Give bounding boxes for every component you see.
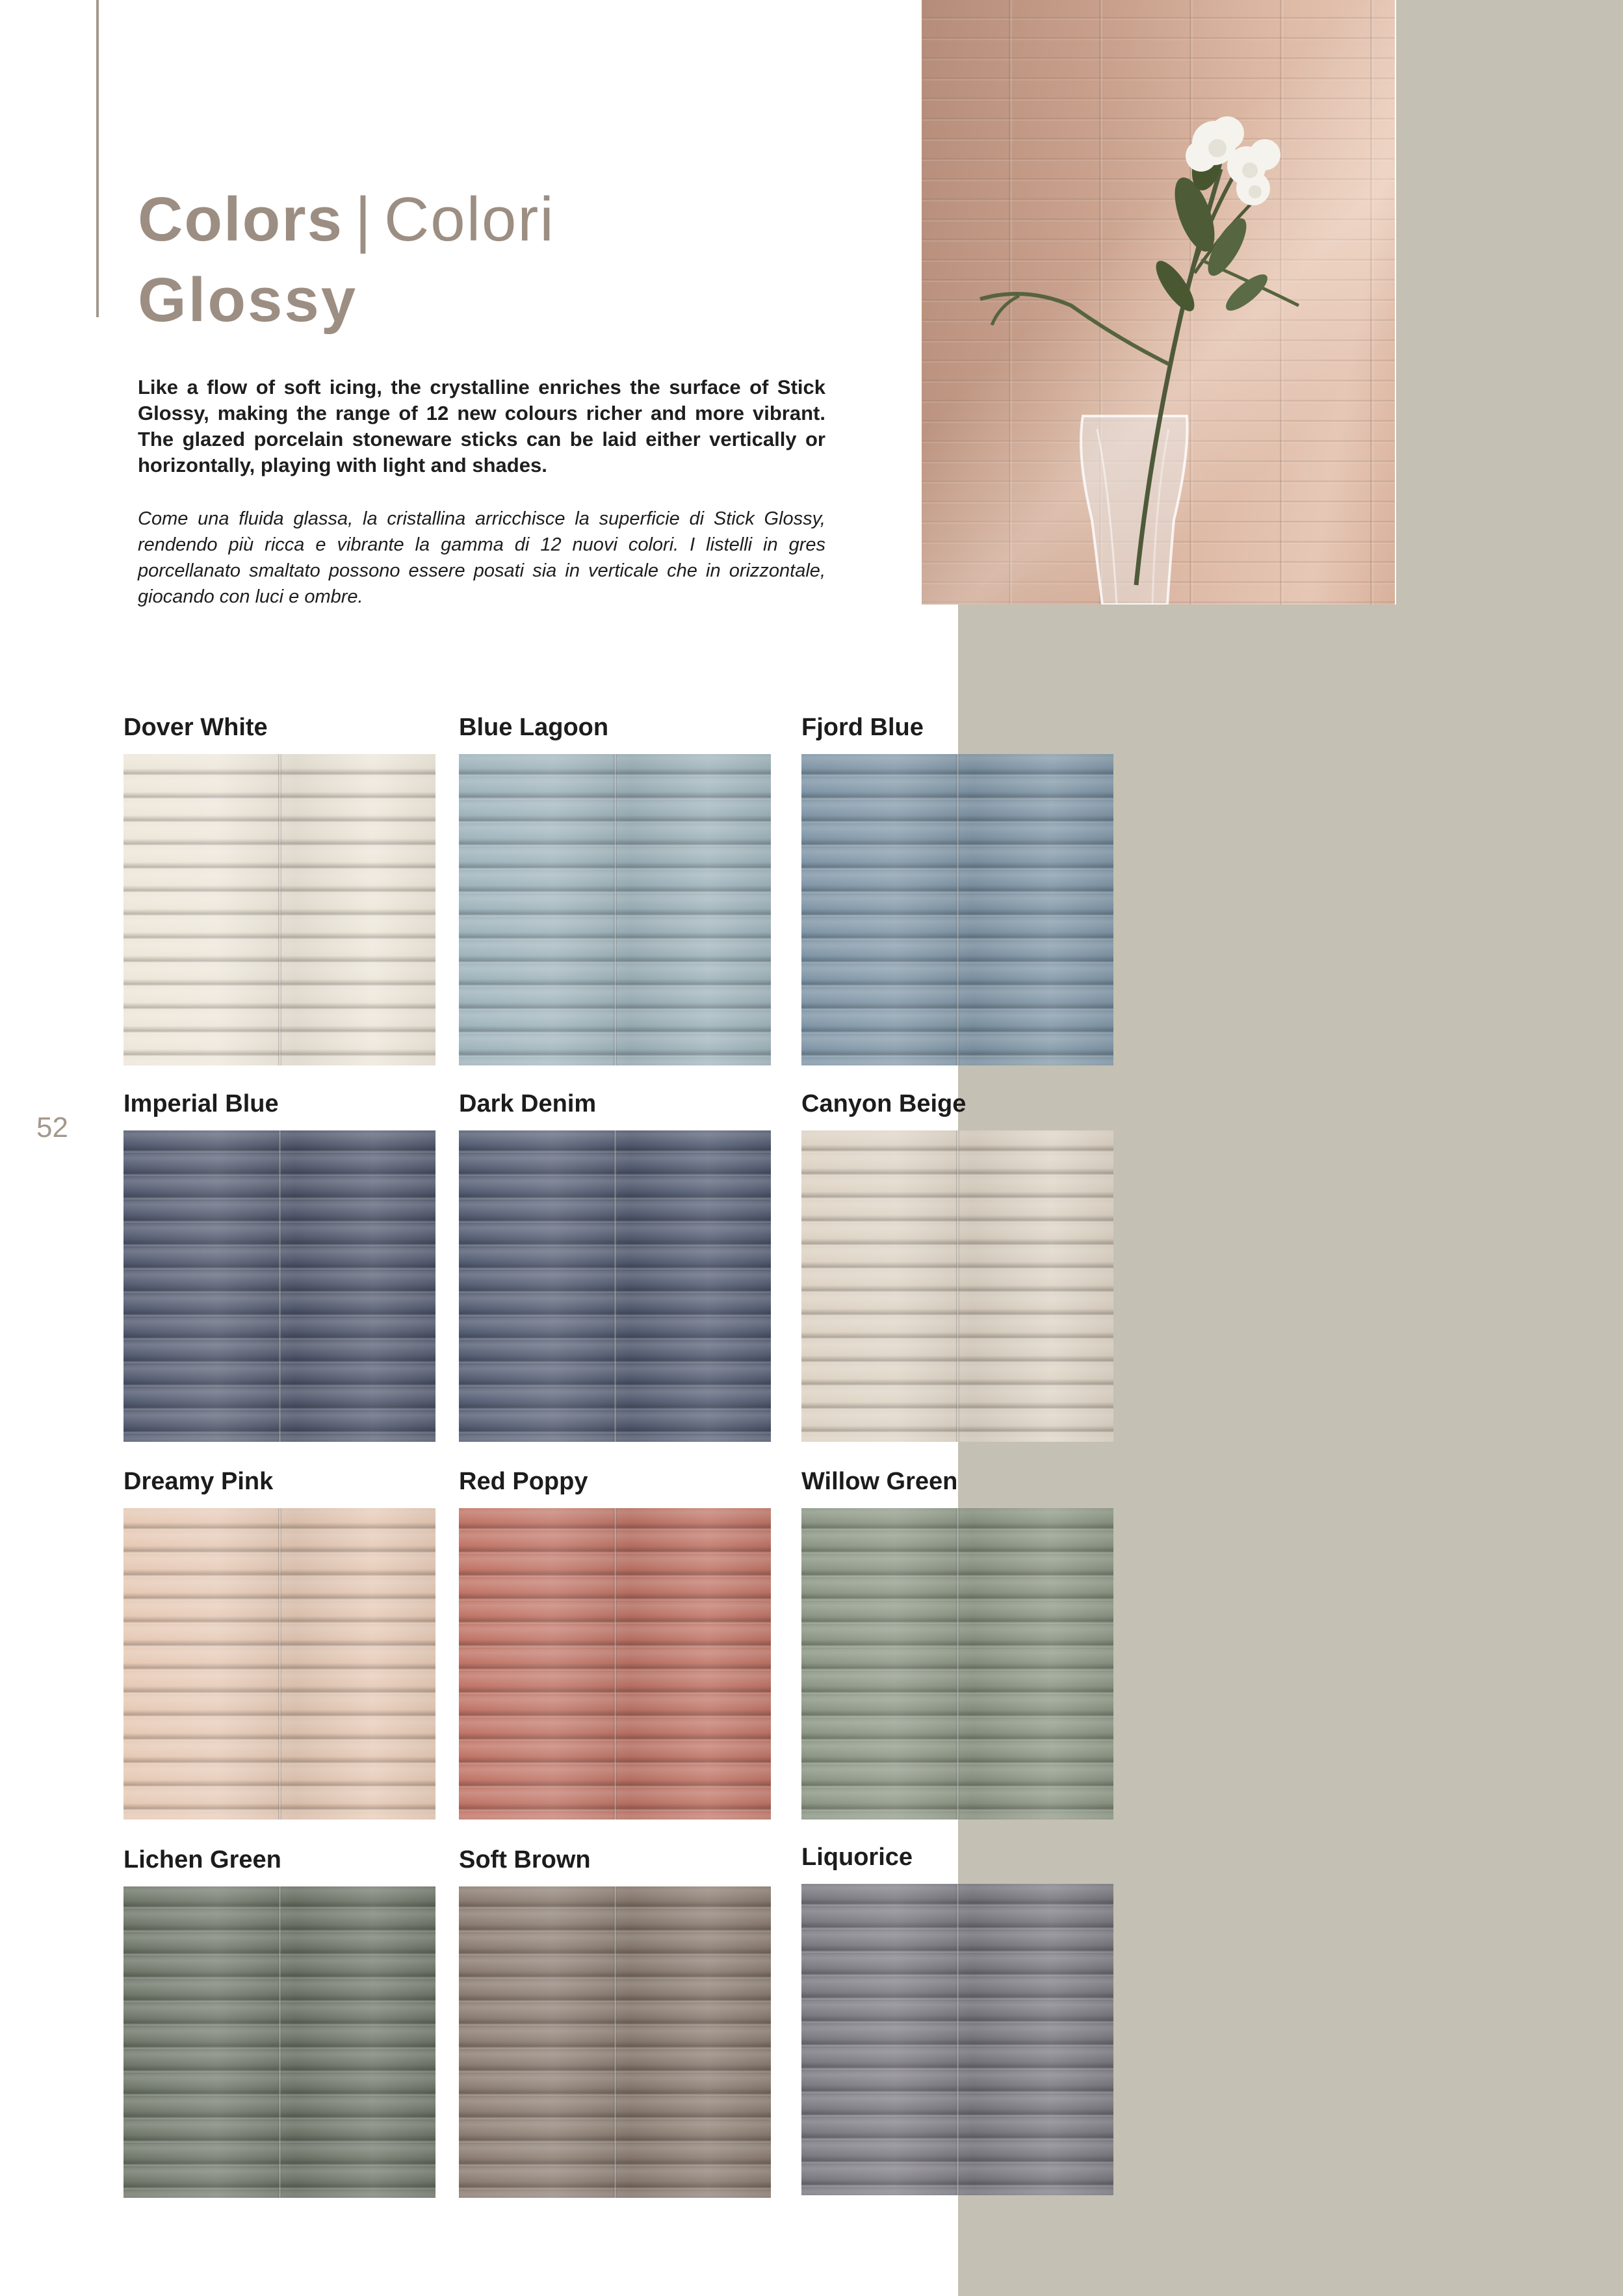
hero-photo (922, 0, 1395, 605)
swatch-tile (123, 1508, 435, 1820)
swatch-liquorice (801, 1841, 1113, 2195)
swatch-tile (801, 1884, 1113, 2195)
swatch-label: Dreamy Pink (123, 1468, 274, 1495)
page-number: 52 (36, 1112, 68, 1143)
swatch-tile (801, 754, 1113, 1065)
swatch-label: Canyon Beige (801, 1090, 967, 1117)
swatch-dover-white (123, 711, 435, 1065)
swatch-label: Liquorice (801, 1844, 913, 1871)
swatch-label: Red Poppy (459, 1468, 588, 1495)
swatch-tile (459, 1130, 771, 1442)
swatch-canyon-beige (801, 1088, 1113, 1442)
vase-flowers-illustration (922, 0, 1395, 605)
swatch-tile (459, 754, 771, 1065)
title-light: Colori (383, 185, 555, 254)
intro-english: Like a flow of soft icing, the crystalline enriches the surface of Stick Glossy, making the range of 12 new colours richer and more vibrant. The glazed porcelain stoneware sticks can be laid either vertically or horizontally, playing with light and shades. (138, 376, 825, 476)
swatch-imperial-blue (123, 1088, 435, 1442)
title-bold: Colors (138, 185, 344, 254)
intro-italian: Come una fluida glassa, la cristallina arricchisce la superficie di Stick Glossy, rendendo più ricca e vibrante la gamma di 12 nuovi colori. I listelli in gres porcellanato smaltato possono essere posati sia in verticale che in orizzontale, giocando con luci e ombre. (138, 508, 825, 607)
swatch-tile (459, 1508, 771, 1820)
swatch-label: Imperial Blue (123, 1090, 279, 1117)
swatch-label: Lichen Green (123, 1846, 281, 1873)
page-title (138, 179, 555, 260)
swatch-dark-denim (459, 1088, 771, 1442)
swatch-soft-brown (459, 1844, 771, 2198)
swatch-label: Dover White (123, 714, 268, 741)
swatch-dreamy-pink (123, 1465, 435, 1820)
swatch-fjord-blue (801, 711, 1113, 1065)
swatch-label: Fjord Blue (801, 714, 924, 741)
swatch-red-poppy (459, 1465, 771, 1820)
swatch-tile (123, 1886, 435, 2198)
swatch-tile (801, 1130, 1113, 1442)
swatch-tile (801, 1508, 1113, 1820)
swatch-tile (123, 754, 435, 1065)
swatch-label: Dark Denim (459, 1090, 597, 1117)
vertical-rule (96, 0, 99, 317)
swatch-blue-lagoon (459, 711, 771, 1065)
swatch-lichen-green (123, 1844, 435, 2198)
swatch-label: Soft Brown (459, 1846, 591, 1873)
swatch-label: Willow Green (801, 1468, 958, 1495)
swatch-willow-green (801, 1465, 1113, 1820)
swatch-label: Blue Lagoon (459, 714, 609, 741)
swatch-tile (459, 1886, 771, 2198)
swatch-tile (123, 1130, 435, 1442)
title-separator: | (355, 185, 372, 254)
page-subtitle: Glossy (138, 265, 358, 335)
